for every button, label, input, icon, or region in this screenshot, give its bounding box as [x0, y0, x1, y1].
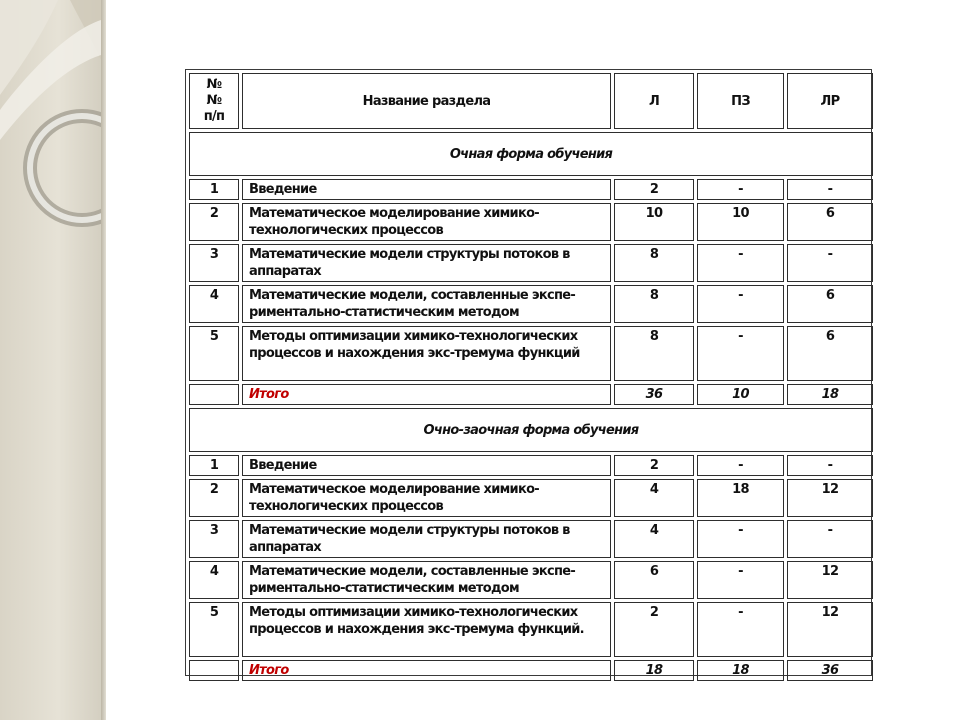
- total-practice: 18: [697, 660, 784, 681]
- total-lectures: 18: [614, 660, 694, 681]
- row-practice: -: [697, 455, 784, 476]
- table-row: [189, 520, 873, 558]
- row-labs: 6: [787, 285, 873, 323]
- row-lectures: 10: [614, 203, 694, 241]
- row-number: 5: [189, 602, 239, 657]
- table-row: [189, 179, 873, 200]
- row-name: Введение: [242, 179, 611, 200]
- row-number: 4: [189, 561, 239, 599]
- row-number: 2: [189, 203, 239, 241]
- header-num-line: п/п: [203, 109, 225, 124]
- row-labs: 6: [787, 326, 873, 381]
- row-practice: -: [697, 326, 784, 381]
- section-header-row: [189, 408, 873, 452]
- total-row: [189, 660, 873, 681]
- row-practice: -: [697, 602, 784, 657]
- header-lr: ЛР: [787, 73, 873, 129]
- decorative-swirl-graphic: [0, 0, 106, 720]
- row-name: Математические модели структуры потоков в аппаратах: [242, 244, 611, 282]
- row-number: 1: [189, 455, 239, 476]
- row-lectures: 2: [614, 455, 694, 476]
- row-name: Введение: [242, 455, 611, 476]
- header-num-line: №: [206, 93, 222, 108]
- row-name: Математические модели структуры потоков в аппаратах: [242, 520, 611, 558]
- table-row: [189, 285, 873, 323]
- decorative-sidebar: [0, 0, 106, 720]
- total-row: [189, 384, 873, 405]
- row-lectures: 8: [614, 244, 694, 282]
- table-row: [189, 203, 873, 241]
- total-empty-cell: [189, 660, 239, 681]
- table-row: [189, 455, 873, 476]
- row-lectures: 6: [614, 561, 694, 599]
- total-label: Итого: [242, 384, 611, 405]
- header-l: Л: [614, 73, 694, 129]
- header-name: Название раздела: [242, 73, 611, 129]
- row-number: 3: [189, 244, 239, 282]
- row-lectures: 2: [614, 179, 694, 200]
- row-labs: -: [787, 455, 873, 476]
- section-header-row: [189, 132, 873, 176]
- row-labs: 12: [787, 479, 873, 517]
- section-title: Очно-заочная форма обучения: [189, 408, 873, 452]
- row-lectures: 4: [614, 479, 694, 517]
- row-name: Математическое моделирование химико-технологических процессов: [242, 203, 611, 241]
- row-labs: 6: [787, 203, 873, 241]
- table-row: [189, 479, 873, 517]
- row-practice: -: [697, 179, 784, 200]
- header-num: [189, 73, 239, 129]
- table-row: [189, 561, 873, 599]
- section-title: Очная форма обучения: [189, 132, 873, 176]
- row-name: Математическое моделирование химико-технологических процессов: [242, 479, 611, 517]
- row-labs: -: [787, 244, 873, 282]
- row-practice: -: [697, 285, 784, 323]
- row-labs: 12: [787, 602, 873, 657]
- row-practice: -: [697, 244, 784, 282]
- total-labs: 18: [787, 384, 873, 405]
- row-labs: 12: [787, 561, 873, 599]
- row-practice: -: [697, 520, 784, 558]
- total-lectures: 36: [614, 384, 694, 405]
- row-number: 5: [189, 326, 239, 381]
- row-practice: -: [697, 561, 784, 599]
- row-lectures: 2: [614, 602, 694, 657]
- sidebar-edge: [101, 0, 106, 720]
- curriculum-table: [185, 69, 872, 676]
- row-name: Методы оптимизации химико-технологических процессов и нахождения экс-тремума функций: [242, 326, 611, 381]
- total-label: Итого: [242, 660, 611, 681]
- row-name: Математические модели, составленные экспе-риментально-статистическим методом: [242, 285, 611, 323]
- hours-table: [186, 70, 876, 684]
- row-name: Математические модели, составленные экспе-риментально-статистическим методом: [242, 561, 611, 599]
- row-labs: -: [787, 179, 873, 200]
- header-num-line: №: [206, 77, 222, 92]
- row-number: 1: [189, 179, 239, 200]
- total-practice: 10: [697, 384, 784, 405]
- table-row: [189, 244, 873, 282]
- row-practice: 18: [697, 479, 784, 517]
- total-empty-cell: [189, 384, 239, 405]
- row-lectures: 8: [614, 326, 694, 381]
- table-row: [189, 326, 873, 381]
- header-pz: ПЗ: [697, 73, 784, 129]
- row-lectures: 4: [614, 520, 694, 558]
- row-number: 2: [189, 479, 239, 517]
- row-labs: -: [787, 520, 873, 558]
- table-row: [189, 602, 873, 657]
- total-labs: 36: [787, 660, 873, 681]
- row-name: Методы оптимизации химико-технологических процессов и нахождения экс-тремума функций.: [242, 602, 611, 657]
- row-lectures: 8: [614, 285, 694, 323]
- header-row: [189, 73, 873, 129]
- row-number: 4: [189, 285, 239, 323]
- row-number: 3: [189, 520, 239, 558]
- row-practice: 10: [697, 203, 784, 241]
